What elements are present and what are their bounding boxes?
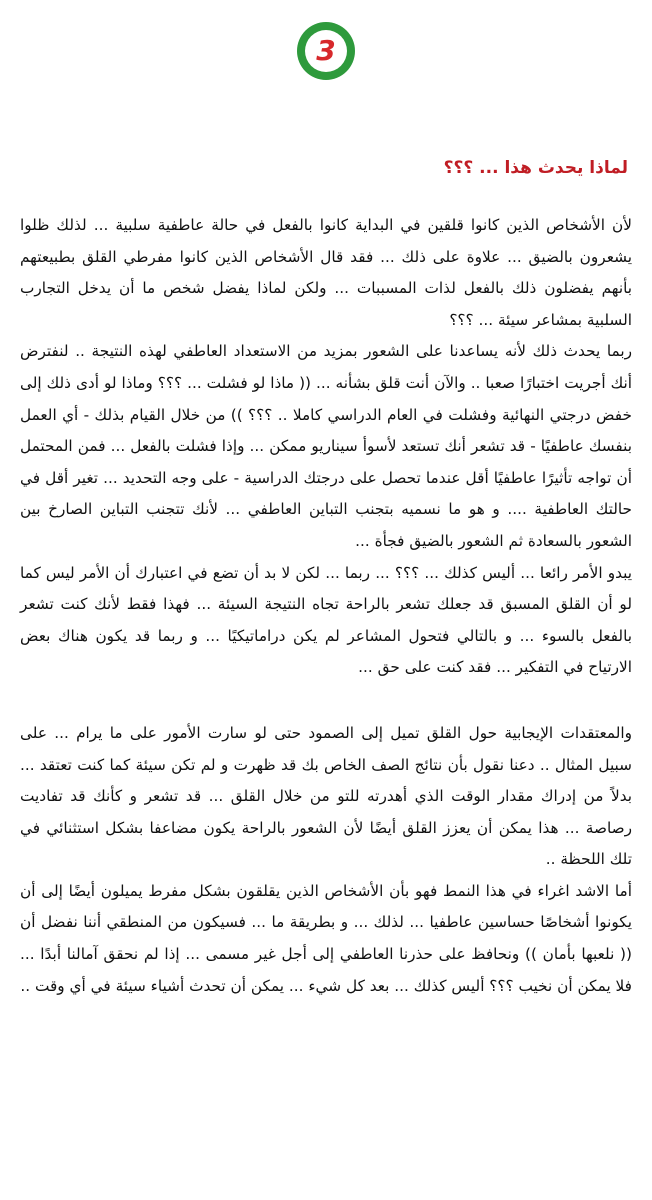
paragraph-4: والمعتقدات الإيجابية حول القلق تميل إلى الصمود حتى لو سارت الأمور على ما يرام ... على سبيل المثال .. دعنا نقول بأن نتائج الصف الخاص بك قد ظهرت و لم تكن سيئة كما كنت تعتقد ... بدلاً من إدراك مقدار الوقت الذي أهدرته للتو من خلال القلق ... قد تشعر و كأنك قد تفاديت رصاصة ... هذا يمكن أن يعزز القلق أيضًا لأن الشعور بالراحة يكون مضاعفا بشكل استثنائي في تلك اللحظة .. — [20, 723, 632, 869]
paragraph-spacer — [20, 684, 632, 718]
section-title: لماذا يحدث هذا ... ؟؟؟ — [443, 158, 628, 178]
paragraph-5: أما الاشد اغراء في هذا النمط فهو بأن الأشخاص الذين يقلقون بشكل مفرط يميلون أيضًا إلى أن يكونوا أشخاصًا حساسين عاطفيا ... لذلك ... و بطريقة ما ... فسيكون من المنطقي أننا نفضل أن (( نلعبها بأمان )) ونحافظ على حذرنا العاطفي إلى أجل غير مسمى ... إذا لم نحقق آمالنا أبدًا ... فلا يمكن أن نخيب ؟؟؟ أليس كذلك ... بعد كل شيء ... يمكن أن تحدث أشياء سيئة في أي وقت .. — [20, 881, 632, 995]
page-number: 3 — [305, 30, 347, 72]
page-number-badge — [297, 22, 355, 80]
paragraph-3: يبدو الأمر رائعا ... أليس كذلك ... ؟؟؟ ... ربما ... لكن لا بد أن تضع في اعتبارك أن الأمر ليس كما لو أن القلق المسبق قد جعلك تشعر بالراحة تجاه النتيجة السيئة ... فهذا فقط لأنك كنت تشعر بالفعل بالسوء ... و بالتالي فتحول المشاعر لم يكن دراماتيكيًا ... و ربما قد يكون هناك بعض الارتياح في التفكير ... فقد كنت على حق ... — [20, 563, 632, 677]
paragraph-1: لأن الأشخاص الذين كانوا قلقين في البداية كانوا بالفعل في حالة عاطفية سلبية ... لذلك ظلوا يشعرون بالضيق ... علاوة على ذلك ... فقد قال الأشخاص الذين كانوا مفرطي القلق بطبيعتهم بأنهم يفضلون ذلك بالفعل لذات المسببات ... ولكن لماذا يفضل شخص ما أن يدخل التجارب السلبية بمشاعر سيئة ... ؟؟؟ — [20, 216, 632, 329]
article-body — [20, 210, 632, 1002]
paragraph-2: ربما يحدث ذلك لأنه يساعدنا على الشعور بمزيد من الاستعداد العاطفي لهذه النتيجة .. لنفترض أنك أجريت اختبارًا صعبا .. والآن أنت قلق بشأنه ... (( ماذا لو فشلت ... ؟؟؟ وماذا لو أدى ذلك إلى خفض درجتي النهائية وفشلت في العام الدراسي كاملا .. ؟؟؟ )) من خلال القيام بذلك - أي العمل بنفسك عاطفيًا - قد تشعر أنك تستعد لأسوأ سيناريو ممكن ... وإذا فشلت بالفعل ... فمن المحتمل أن تواجه تأثيرًا عاطفيًا أقل عندما تحصل على درجتك الدراسية - على وجه التحديد ... تغير أقل في حالتك العاطفية .... و هو ما نسميه بتجنب التباين العاطفي ... لأنك تتجنب التباين الصارخ بين الشعور بالسعادة ثم الشعور بالضيق فجأة ... — [20, 342, 632, 550]
